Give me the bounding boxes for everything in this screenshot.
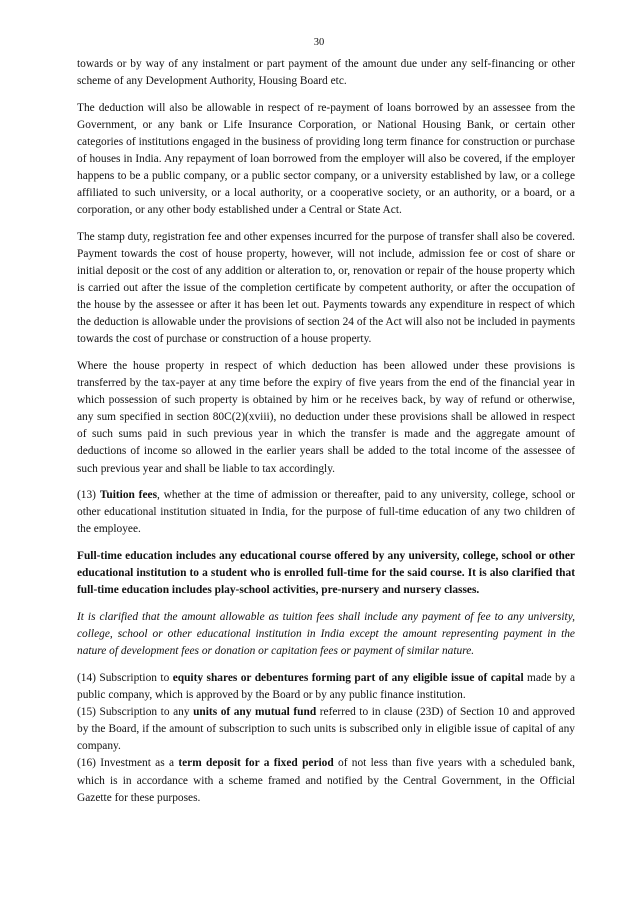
item-15-text: referred to in clause (23D) of Section 10 and approved by the Board, if the amount of subscription to such units is subscribed only in eligible issue of capital of any company. <box>77 706 575 753</box>
body-text <box>77 56 575 807</box>
paragraph-tuition-fees <box>77 487 575 538</box>
paragraph-equity-subscription <box>77 670 575 704</box>
item-15-prefix: (15) Subscription to any <box>77 706 194 719</box>
paragraph-loan-instalment: towards or by way of any instalment or part payment of the amount due under any self-financing or other scheme of any Development Authority, Housing Board etc. <box>77 58 575 88</box>
item-13-text: , whether at the time of admission or thereafter, paid to any university, college, school or other educational institution situated in India, for the purpose of full-time education of any two children of the employee. <box>77 489 575 536</box>
item-15-heading: units of any mutual fund <box>193 706 317 719</box>
paragraph-tuition-clarification: It is clarified that the amount allowable as tuition fees shall include any payment of fee to any university, college, school or other educational institution in India except the amount representing payment in the nature of development fees or donation or capitation fees or payment of similar nature. <box>77 610 575 657</box>
item-16-text: of not less than five years with a scheduled bank, which is in accordance with a scheme framed and notified by the Central Government, in the Official Gazette for these purposes. <box>77 757 575 804</box>
item-14-prefix: (14) Subscription to <box>77 672 173 684</box>
paragraph-stamp-duty: The stamp duty, registration fee and other expenses incurred for the purpose of transfer shall also be covered. Payment towards the cost of house property, however, will not include, admission fee or cost of share or initial deposit or the cost of any addition or alteration to, or, renovation or repair of the house property which is carried out after the issue of the completion certificate by competent authority, or after the occupation of the house by the assessee or after it has been let out. Payments towards any expenditure in respect of which the deduction is allowable under the provisions of section 24 of the Act will also not be included in payments towards the cost of purchase or construction of a house property. <box>77 230 575 346</box>
item-14-text: made by a public company, which is approved by the Board or by any public finance institution. <box>77 672 575 702</box>
page-number: 30 <box>313 37 325 48</box>
item-16-prefix: (16) Investment as a <box>77 757 179 770</box>
paragraph-property-transfer: Where the house property in respect of which deduction has been allowed under these provisions is transferred by the tax-payer at any time before the expiry of five years from the end of the financial year in which possession of such property is obtained by him or he receives back, by way of refund or otherwise, any sum specified in section 80C(2)(xviii), no deduction under these provisions shall be allowed in respect of such sums paid in such previous year in which the transfer is made and the aggregate amount of deductions of income so allowed in the earlier years shall be added to the total income of the assessee of such previous year and shall be liable to tax accordingly. <box>77 360 575 475</box>
paragraph-loan-repayment: The deduction will also be allowable in respect of re-payment of loans borrowed by an assessee from the Government, or any bank or Life Insurance Corporation, or National Housing Bank, or certain other categories of institutions engaged in the business of providing long term finance for construction or purchase of houses in India. Any repayment of loan borrowed from the employer will also be covered, if the employer happens to be a public company, or a public sector company, or a university established by law, or a college affiliated to such university, or a local authority, or a cooperative society, or an authority, or a board, or a corporation, or any other body established under a Central or State Act. <box>77 101 575 217</box>
paragraph-mutual-fund <box>77 704 575 755</box>
item-13-heading: Tuition fees <box>99 489 158 502</box>
item-14-heading: equity shares or debentures forming part of any eligible issue of capital <box>172 672 524 684</box>
paragraph-full-time-education: Full-time education includes any educational course offered by any university, college, school or other educational institution to a student who is enrolled full-time for the said course. It is also clarified that full-time education includes play-school activities, pre-nursery and nursery classes. <box>77 549 575 597</box>
item-16-heading: term deposit for a fixed period <box>178 757 334 770</box>
paragraph-term-deposit <box>77 755 575 806</box>
item-13-prefix: (13) <box>77 489 100 502</box>
